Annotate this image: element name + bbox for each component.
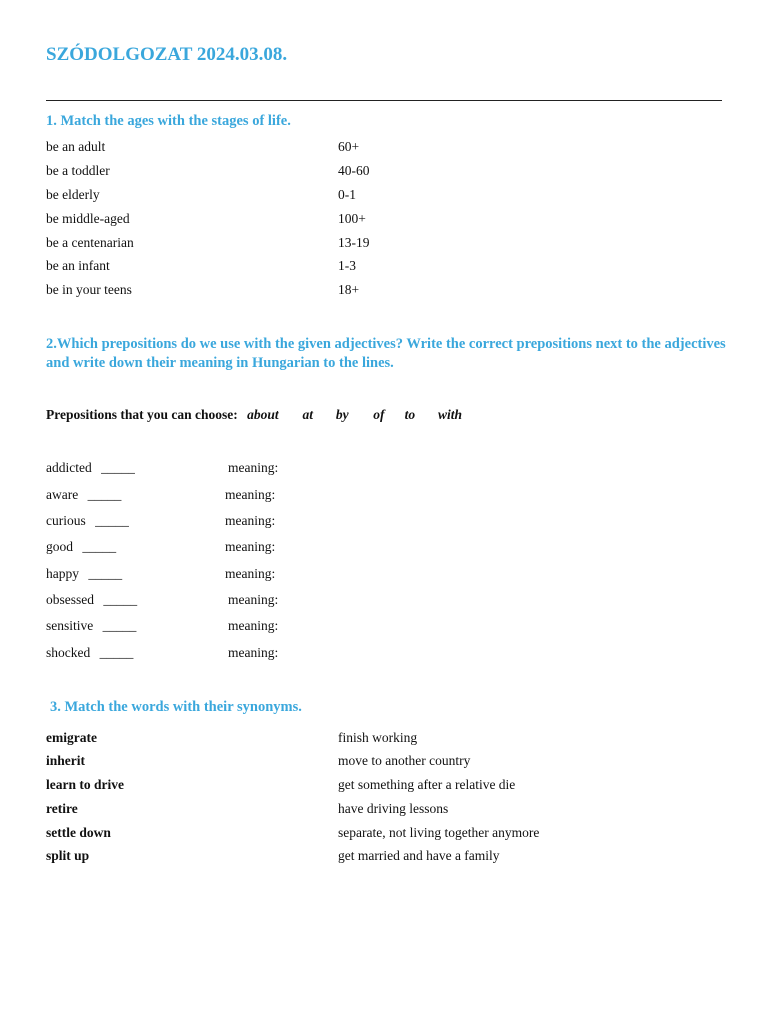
age-item: 0-1 xyxy=(338,187,356,202)
preposition-option: at xyxy=(302,407,314,422)
prepositions-line xyxy=(46,407,462,423)
meaning-label: meaning: xyxy=(228,645,279,660)
meaning-label: meaning: xyxy=(225,513,276,528)
preposition-blank: _____ xyxy=(101,460,135,475)
adjective-label: shocked xyxy=(46,645,91,660)
adjective-label: aware xyxy=(46,487,79,502)
stage-item: be elderly xyxy=(46,187,100,202)
word-item: emigrate xyxy=(46,730,97,745)
adjective-row xyxy=(46,487,121,503)
adjective-label: addicted xyxy=(46,460,92,475)
meaning-label: meaning: xyxy=(228,592,279,607)
age-item: 100+ xyxy=(338,211,366,226)
meaning-label: meaning: xyxy=(225,566,276,581)
age-item: 1-3 xyxy=(338,258,356,273)
meaning-label: meaning: xyxy=(225,487,276,502)
meaning-label: meaning: xyxy=(228,618,279,633)
adjective-label: happy xyxy=(46,566,79,581)
adjective-row xyxy=(46,513,129,529)
stage-item: be an infant xyxy=(46,258,110,273)
age-item: 13-19 xyxy=(338,235,370,250)
word-item: split up xyxy=(46,848,90,863)
adjective-row xyxy=(46,618,136,634)
adjective-row xyxy=(46,592,137,608)
word-item: retire xyxy=(46,801,78,816)
adjective-row xyxy=(46,566,122,582)
adjective-label: good xyxy=(46,539,73,554)
preposition-blank: _____ xyxy=(88,566,123,581)
adjective-label: sensitive xyxy=(46,618,94,633)
stage-item: be middle-aged xyxy=(46,211,130,226)
adjective-row xyxy=(46,460,135,476)
preposition-blank: _____ xyxy=(103,592,138,607)
preposition-option: to xyxy=(404,407,416,422)
preposition-blank: _____ xyxy=(95,513,129,528)
age-item: 18+ xyxy=(338,282,360,297)
synonym-item: move to another country xyxy=(338,753,471,768)
stage-item: be in your teens xyxy=(46,282,132,297)
stage-item: be a centenarian xyxy=(46,235,134,250)
synonym-item: get something after a relative die xyxy=(338,777,516,792)
age-item: 60+ xyxy=(338,139,360,154)
preposition-blank: _____ xyxy=(102,618,137,633)
page-title: SZÓDOLGOZAT 2024.03.08. xyxy=(46,44,288,65)
section2-heading: 2.Which prepositions do we use with the given adjectives? Write the correct prepositions next to the adjectives and write down their meaning in Hungarian to the lines. xyxy=(46,336,726,371)
preposition-option: by xyxy=(335,407,349,422)
meaning-label: meaning: xyxy=(228,460,279,475)
preposition-option: about xyxy=(247,407,279,422)
section3-heading: 3. Match the words with their synonyms. xyxy=(50,699,302,715)
preposition-blank: _____ xyxy=(99,645,134,660)
word-item: learn to drive xyxy=(46,777,124,792)
preposition-blank: _____ xyxy=(87,487,122,502)
synonym-item: finish working xyxy=(338,730,418,745)
synonym-item: have driving lessons xyxy=(338,801,449,816)
prepositions-label: Prepositions that you can choose: xyxy=(46,407,238,422)
divider xyxy=(46,100,722,101)
synonym-item: get married and have a family xyxy=(338,848,500,863)
preposition-option: with xyxy=(438,407,463,422)
adjective-row xyxy=(46,539,116,555)
age-item: 40-60 xyxy=(338,163,370,178)
word-item: inherit xyxy=(46,753,85,768)
stage-item: be a toddler xyxy=(46,163,110,178)
meaning-label: meaning: xyxy=(225,539,276,554)
section1-heading: 1. Match the ages with the stages of life. xyxy=(46,113,291,129)
adjective-row xyxy=(46,645,133,661)
preposition-option: of xyxy=(373,407,385,422)
preposition-blank: _____ xyxy=(82,539,117,554)
synonym-item: separate, not living together anymore xyxy=(338,825,540,840)
word-item: settle down xyxy=(46,825,111,840)
stage-item: be an adult xyxy=(46,139,106,154)
adjective-label: obsessed xyxy=(46,592,94,607)
adjective-label: curious xyxy=(46,513,86,528)
